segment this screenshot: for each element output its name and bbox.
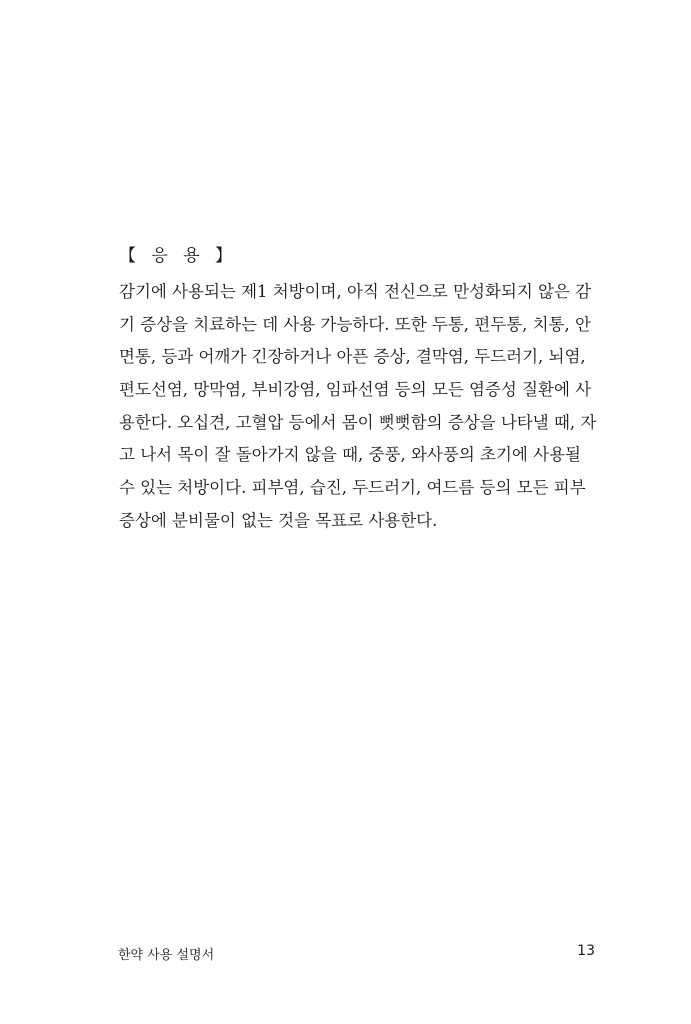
paragraph-line: 고 나서 목이 잘 돌아가지 않을 때, 중풍, 와사풍의 초기에 사용될	[119, 445, 581, 465]
paragraph-line: 수 있는 처방이다. 피부염, 습진, 두드러기, 여드름 등의 모든 피부	[119, 478, 586, 498]
paragraph-line: 편도선염, 망막염, 부비강염, 임파선염 등의 모든 염증성 질환에 사	[119, 380, 592, 400]
footer-book-title: 한약 사용 설명서	[118, 948, 215, 963]
paragraph-line: 면통, 등과 어깨가 긴장하거나 아픈 증상, 결막염, 두드러기, 뇌염,	[119, 347, 586, 367]
page-number: 13	[577, 943, 595, 959]
paragraph-line: 기 증상을 치료하는 데 사용 가능하다. 또한 두통, 편두통, 치통, 안	[119, 314, 591, 334]
paragraph-line: 용한다. 오십견, 고혈압 등에서 몸이 뻣뻣함의 증상을 나타낼 때, 자	[119, 412, 597, 432]
body-paragraph	[119, 276, 597, 538]
paragraph-line: 감기에 사용되는 제1 처방이며, 아직 전신으로 만성화되지 않은 감	[119, 282, 592, 301]
section-heading: 【 응 용 】	[119, 246, 238, 266]
paragraph-line: 증상에 분비물이 없는 것을 목표로 사용한다.	[119, 510, 438, 530]
